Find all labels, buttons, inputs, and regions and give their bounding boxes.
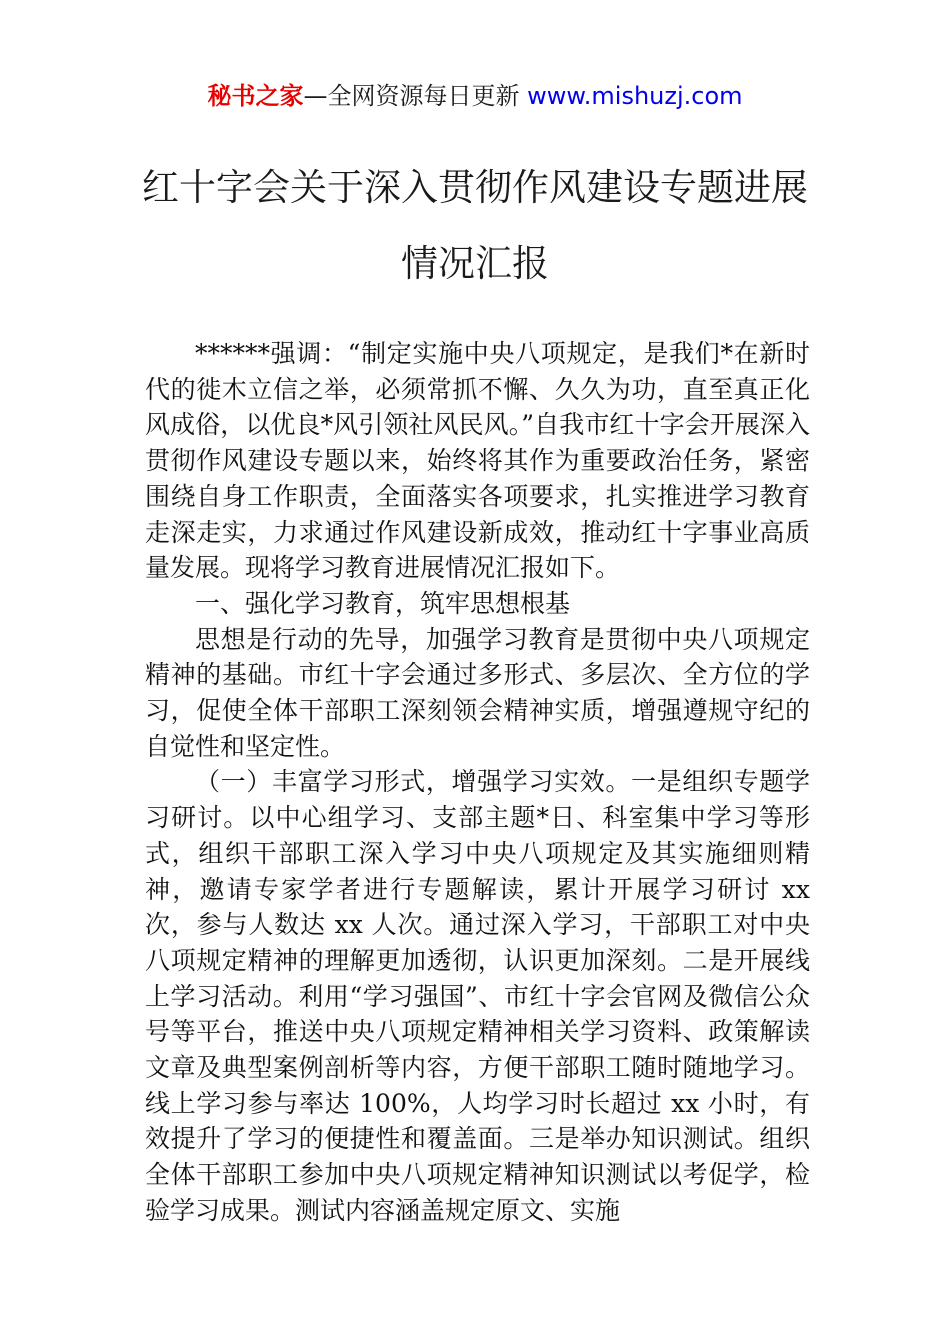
body-paragraph: 思想是行动的先导，加强学习教育是贯彻中央八项规定精神的基础。市红十字会通过多形式、多层次、全方位的学习，促使全体干部职工深刻领会精神实质，增强遵规守纪的自觉性和坚定性。 <box>145 624 810 761</box>
header-tagline: —全网资源每日更新 <box>303 82 528 110</box>
site-url-link[interactable]: www.mishuzj.com <box>527 82 743 110</box>
section-heading-1: 一、强化学习教育，筑牢思想根基 <box>195 588 571 618</box>
body-paragraph: （一）丰富学习形式，增强学习实效。一是组织专题学习研讨。以中心组学习、支部主题*日、科室集中学习等形式，组织干部职工深入学习中央八项规定及其实施细则精神，邀请专家学者进行专题解读，累计开展学习研讨 xx 次，参与人数达 xx 人次。通过深入学习，干部职工对中央八项规定精神的理解更加透彻，认识更加深刻。二是开展线上学习活动。利用“学习强国”、市红十字会官网及微信公众号等平台，推送中央八项规定精神相关学习资料、政策解读文章及典型案例剖析等内容，方便干部职工随时随地学习。线上学习参与率达 100%，人均学习时长超过 xx 小时，有效提升了学习的便捷性和覆盖面。三是举办知识测试。组织全体干部职工参加中央八项规定精神知识测试以考促学，检验学习成果。测试内容涵盖规定原文、实施 <box>145 767 810 1225</box>
title-line-1: 红十字会关于深入贯彻作风建设专题进展 <box>142 166 808 209</box>
brand-name: 秘书之家 <box>207 82 304 110</box>
title-line-2: 情况汇报 <box>401 242 549 285</box>
document-title <box>120 150 830 302</box>
document-body <box>145 336 810 1229</box>
intro-paragraph: ******强调：“制定实施中央八项规定，是我们*在新时代的徙木立信之举，必须常抓不懈、久久为功，直至真正化风成俗，以优良*风引领社风民风。”自我市红十字会开展深入贯彻作风建设专题以来，始终将其作为重要政治任务，紧密围绕自身工作职责，全面落实各项要求，扎实推进学习教育走深走实，力求通过作风建设新成效，推动红十字事业高质量发展。现将学习教育进展情况汇报如下。 <box>145 339 810 583</box>
site-header <box>0 78 950 114</box>
